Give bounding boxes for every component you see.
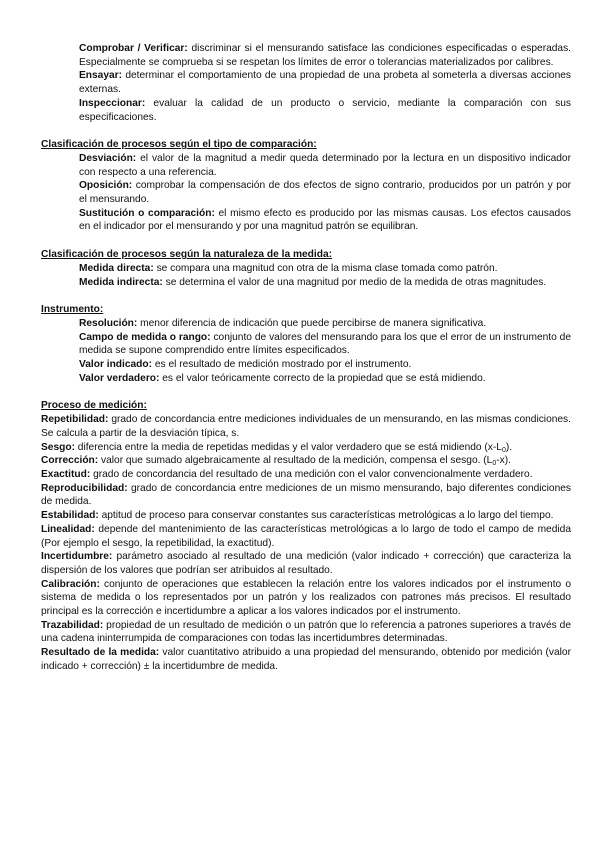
definition-trazabilidad [41, 619, 571, 646]
term: Incertidumbre: [41, 551, 113, 563]
definition-sustitucion [41, 207, 571, 234]
term: Sustitución o comparación: [79, 207, 215, 219]
term: Sesgo: [41, 441, 75, 453]
term: Inspeccionar: [79, 97, 146, 109]
definition-valor-indicado [41, 358, 571, 372]
definition-calibracion [41, 578, 571, 619]
definition-text: grado de concordancia entre mediciones de un mismo mensurando, bajo diferentes condiciones de medida. [41, 482, 571, 508]
definition-medida-directa [41, 262, 571, 276]
subscript: 0 [492, 460, 497, 468]
definition-text: diferencia entre la media de repetidas medidas y el valor verdadero que se está midiendo (x-L [74, 441, 502, 453]
term: Comprobar / Verificar: [79, 43, 188, 54]
definition-text: determinar el comportamiento de una propiedad de una probeta al someterla a diversas acciones externas. [79, 70, 571, 96]
term: Exactitud: [41, 468, 91, 480]
definition-reproducibilidad [41, 482, 571, 509]
definition-estabilidad [41, 509, 571, 523]
term: Resultado de la medida: [41, 647, 160, 659]
definition-resultado-medida [41, 646, 571, 673]
term: Valor verdadero: [79, 372, 160, 384]
definition-text: depende del mantenimiento de las características metrológicas a lo largo de todo el campo de medida (Por ejemplo el sesgo, la repetibilidad, la exactitud). [41, 523, 571, 549]
definition-text: conjunto de operaciones que establecen la relación entre los valores indicados por el instrumento o sistema de medida o los representados por un patrón y los realizados con patrones más precisos. El resultado principal es la corrección e incertidumbre a aplicar a los valores indicados por el instrumento. [41, 578, 571, 618]
term: Estabilidad: [41, 510, 99, 522]
definition-linealidad [41, 523, 571, 550]
section-heading-instrumento: Instrumento: [41, 304, 104, 316]
definition-text: es el valor teóricamente correcto de la propiedad que se está midiendo. [159, 372, 486, 384]
definition-text: valor que sumado algebraicamente al resultado de la medición, compensa el sesgo. (L [98, 455, 493, 467]
definition-text: propiedad de un resultado de medición o un patrón que lo referencia a patrones superiores a través de una cadena ininterrumpida de comparaciones con todas las incertidumbres determinadas. [41, 619, 571, 645]
section-heading-proceso: Proceso de medición: [41, 400, 147, 412]
definition-medida-indirecta [41, 276, 571, 290]
term: Campo de medida o rango: [79, 331, 211, 343]
definition-text: se compara una magnitud con otra de la misma clase tomada como patrón. [153, 262, 498, 274]
term: Desviación: [79, 152, 137, 164]
definition-correccion [41, 454, 571, 468]
definition-text: parámetro asociado al resultado de una medición (valor indicado + corrección) que caracteriza la dispersión de los valores que podrían ser atribuidos al resultado. [41, 551, 571, 576]
definition-text: conjunto de valores del mensurando para los que el error de un instrumento de medida se supone comprendido entre límites especificados. [79, 331, 571, 357]
definition-incertidumbre [41, 550, 571, 577]
definition-text: grado de concordancia entre mediciones individuales de un mensurando, en las mismas condiciones. Se calcula a partir de la desviación típica, s. [41, 414, 571, 439]
term: Oposición: [79, 180, 133, 192]
definition-ensayar [41, 69, 571, 96]
term: Trazabilidad: [41, 619, 104, 631]
term: Medida directa: [79, 262, 154, 274]
definition-text: es el resultado de medición mostrado por el instrumento. [152, 359, 412, 371]
definition-tail: -x). [496, 455, 511, 467]
definition-sesgo [41, 441, 571, 455]
subscript: 0 [501, 446, 506, 454]
definition-text: comprobar la compensación de dos efectos de signo contrario, producidos por un patrón y por el mensurando. [79, 180, 571, 206]
definition-text: aptitud de proceso para conservar constantes sus características metrológicas a lo largo del tiempo. [98, 510, 554, 522]
definition-comprobar [41, 42, 571, 69]
term: Medida indirecta: [79, 276, 163, 288]
term: Linealidad: [41, 523, 95, 535]
definition-valor-verdadero [41, 372, 571, 386]
definition-text: grado de concordancia del resultado de una medición con el valor convencionalmente verdadero. [90, 468, 533, 480]
definition-text: menor diferencia de indicación que puede percibirse de manera significativa. [137, 317, 487, 329]
definition-campo-de-medida [41, 331, 571, 358]
definition-repetibilidad [41, 413, 571, 440]
definition-text: evaluar la calidad de un producto o servicio, mediante la comparación con sus especificaciones. [79, 97, 571, 123]
term: Valor indicado: [79, 359, 153, 371]
definition-exactitud [41, 468, 571, 482]
definition-inspeccionar [41, 97, 571, 124]
definition-tail: ). [505, 441, 513, 453]
term: Ensayar: [79, 70, 123, 82]
definition-desviacion [41, 152, 571, 179]
term: Calibración: [41, 578, 100, 590]
definition-text: discriminar si el mensurando satisface las condiciones especificadas o esperadas. Especialmente se comprueba si se respetan los límites de error o tolerancias materializados por calibres. [79, 43, 572, 68]
definition-text: valor cuantitativo atribuido a una propiedad del mensurando, obtenido por medición (valor indicado + corrección) ± la incertidumbre de medida. [41, 647, 571, 672]
definition-text: el mismo efecto es producido por las mismas causas. Los efectos causados en el indicador por el mensurando y por una magnitud patrón se equilibran. [79, 207, 571, 233]
definition-text: se determina el valor de una magnitud por medio de la medida de otras magnitudes. [162, 276, 547, 288]
term: Resolución: [79, 317, 138, 329]
term: Corrección: [41, 455, 99, 467]
section-heading-comparacion: Clasificación de procesos según el tipo de comparación: [41, 139, 317, 151]
section-heading-naturaleza: Clasificación de procesos según la naturaleza de la medida: [41, 249, 333, 261]
definition-text: el valor de la magnitud a medir queda determinado por la lectura en un dispositivo indicador con respecto a una referencia. [79, 152, 571, 178]
definition-resolucion [41, 317, 571, 331]
definition-oposicion [41, 179, 571, 206]
document-body [41, 42, 571, 674]
term: Repetibilidad: [41, 414, 109, 426]
term: Reproducibilidad: [41, 482, 128, 494]
